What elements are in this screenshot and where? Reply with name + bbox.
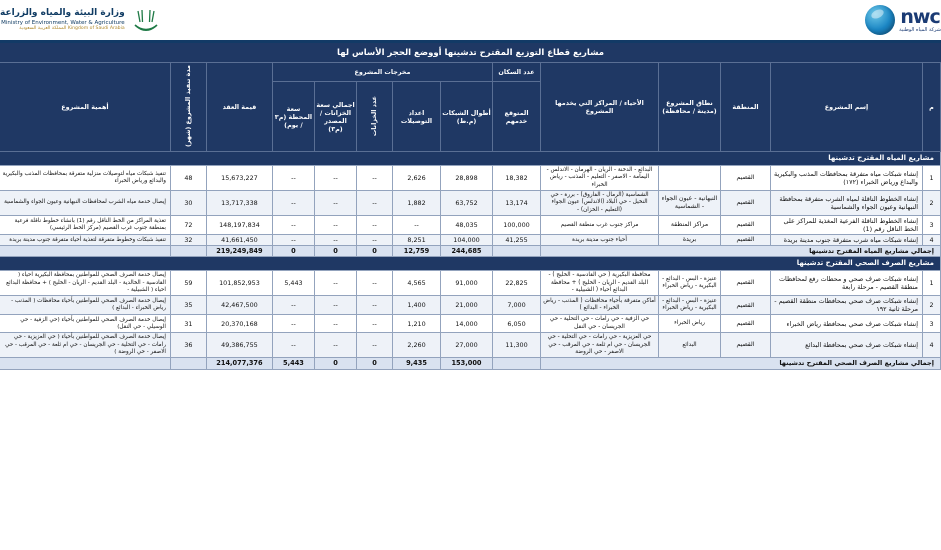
cell-pump-capacity: -- xyxy=(272,235,314,246)
section-total-water xyxy=(0,246,941,257)
cell-no: 1 xyxy=(923,165,941,190)
cell-neighborhoods: أحياء جنوب مدينة بريدة xyxy=(541,235,659,246)
cell-duration: 35 xyxy=(170,296,206,315)
th-connections: اعداد التوصيلات xyxy=(393,82,441,152)
cell-no: 1 xyxy=(923,271,941,296)
th-outputs-group: مخرجات المشروع xyxy=(272,63,492,82)
table-body xyxy=(0,152,941,370)
table-row xyxy=(0,271,941,296)
cell-project-name: إنشاء شبكات مياه متفرقة بمحافظات المذنب والبكيرية والبداع ورياض الخبراء (١٧٢) xyxy=(771,165,923,190)
cell-pump-capacity: -- xyxy=(272,333,314,358)
cell-neighborhoods: حي العزيزية - حي رامات - حي التحلية - حي الجريسان - حي ام ثلعة - حي المرقب - حي الاصفر - حي الروضة xyxy=(541,333,659,358)
cell-project-name: إنشاء شبكات صرف صحي بمحافظة البدائع xyxy=(771,333,923,358)
cell-region: القصيم xyxy=(721,333,771,358)
cell-contract-value: 41,661,450 xyxy=(206,235,272,246)
cell-region: القصيم xyxy=(721,165,771,190)
cell-duration: 31 xyxy=(170,315,206,333)
nwc-logo xyxy=(857,5,941,35)
cell-connections: 2,626 xyxy=(393,165,441,190)
cell-tank-capacity: -- xyxy=(315,296,357,315)
nwc-brand-text: nwc xyxy=(900,6,940,29)
nwc-brand-subtitle: شركة المياه الوطنية xyxy=(899,27,941,34)
cell-neighborhoods: البدائع - الدخنة - الريان - الهرمان - الاندلس - اليمامة - الاصفر - التعليم - المذنب - رياض الخبراء xyxy=(541,165,659,190)
cell-tank-capacity: -- xyxy=(315,333,357,358)
table-row xyxy=(0,235,941,246)
cell-neighborhoods: مراكز جنوب غرب منطقة القصيم xyxy=(541,216,659,235)
table-row xyxy=(0,216,941,235)
th-duration-text: مدة تنفيذ المشروع (شهر) xyxy=(183,65,192,148)
cell-location: مراكز المنطقة xyxy=(659,216,721,235)
cell-location: رياض الخبراء xyxy=(659,315,721,333)
nwc-wordmark xyxy=(899,6,941,34)
cell-pop-expected: 100,000 xyxy=(493,216,541,235)
cell-tanks: -- xyxy=(357,315,393,333)
ministry-name-ar: وزارة البيئة والمياه والزراعة xyxy=(0,8,125,19)
th-no: م xyxy=(923,63,941,152)
cell-connections: -- xyxy=(393,216,441,235)
cell-region: القصيم xyxy=(721,315,771,333)
cell-neighborhoods: الشماسية (الرمال - الفاروق) - بررة - حي النخيل - حي البلاد (الاندلس) عيون الجواء (التعليم - الخزان) - xyxy=(541,190,659,215)
cell-networks: 27,000 xyxy=(441,333,493,358)
cell-tank-capacity: -- xyxy=(315,216,357,235)
section-title-water: مشاريع المياه المقترح تدشينها xyxy=(0,152,941,166)
cell-tanks: -- xyxy=(357,235,393,246)
total-duration xyxy=(170,358,206,369)
cell-location: البدائع xyxy=(659,333,721,358)
total-duration xyxy=(170,246,206,257)
cell-no: 2 xyxy=(923,296,941,315)
total-tank-capacity: 0 xyxy=(315,358,357,369)
total-pop-expected xyxy=(493,358,541,369)
cell-tanks: -- xyxy=(357,190,393,215)
cell-duration: 36 xyxy=(170,333,206,358)
cell-contract-value: 15,673,227 xyxy=(206,165,272,190)
table-row xyxy=(0,165,941,190)
table-row xyxy=(0,333,941,358)
cell-importance: إيصال خدمة الصرف الصحي للمواطنين بأحياء (حي الزفية - حي الوسيلي - حي النقل) xyxy=(0,315,170,333)
th-project-name: إسم المشروع xyxy=(771,63,923,152)
cell-location xyxy=(659,165,721,190)
total-networks: 153,000 xyxy=(441,358,493,369)
cell-neighborhoods: حي الزفية - حي رامات - حي التحلية - حي الجريسان - حي النقل xyxy=(541,315,659,333)
cell-project-name: إنشاء شبكات صرف صحي بمحافظة رياض الخبراء xyxy=(771,315,923,333)
cell-pop-expected: 22,825 xyxy=(493,271,541,296)
cell-project-name: إنشاء شبكات صرف صحي و محطات رفع لمحافظات منطقة القصيم - مرحلة رابعة xyxy=(771,271,923,296)
cell-pump-capacity: -- xyxy=(272,296,314,315)
cell-pump-capacity: -- xyxy=(272,165,314,190)
th-networks: أطوال الشبكات (م.ط) xyxy=(441,82,493,152)
cell-duration: 30 xyxy=(170,190,206,215)
total-importance xyxy=(0,358,170,369)
total-tanks: 0 xyxy=(357,246,393,257)
cell-connections: 8,251 xyxy=(393,235,441,246)
cell-networks: 14,000 xyxy=(441,315,493,333)
cell-duration: 48 xyxy=(170,165,206,190)
cell-connections: 1,210 xyxy=(393,315,441,333)
cell-tank-capacity: -- xyxy=(315,190,357,215)
cell-no: 3 xyxy=(923,315,941,333)
th-population-group: عدد السكان xyxy=(493,63,541,82)
total-connections: 9,435 xyxy=(393,358,441,369)
cell-connections: 1,400 xyxy=(393,296,441,315)
cell-project-name: إنشاء الخطوط الناقلة لمياه الشرب متفرقة بمحافظة النبهانية وعيون الجواء والشماسية xyxy=(771,190,923,215)
cell-region: القصيم xyxy=(721,296,771,315)
th-neighborhoods: الأحياء / المراكز التي يخدمها المشروع xyxy=(541,63,659,152)
cell-tank-capacity: -- xyxy=(315,235,357,246)
cell-importance: تنفيذ شبكات وخطوط متفرقة لتغذية أحياء متفرقة جنوب مدينة بريدة xyxy=(0,235,170,246)
cell-networks: 28,898 xyxy=(441,165,493,190)
cell-networks: 21,000 xyxy=(441,296,493,315)
cell-tank-capacity: -- xyxy=(315,165,357,190)
cell-region: القصيم xyxy=(721,216,771,235)
th-pop-expected: المتوقع خدمهم xyxy=(493,82,541,152)
cell-networks: 63,752 xyxy=(441,190,493,215)
cell-no: 4 xyxy=(923,333,941,358)
cell-pop-expected: 7,000 xyxy=(493,296,541,315)
th-region: المنطقة xyxy=(721,63,771,152)
cell-pump-capacity: -- xyxy=(272,190,314,215)
cell-no: 4 xyxy=(923,235,941,246)
total-networks: 244,685 xyxy=(441,246,493,257)
total-contract-value: 214,077,376 xyxy=(206,358,272,369)
cell-networks: 91,000 xyxy=(441,271,493,296)
th-contract-value: قيمة العقد xyxy=(206,63,272,152)
cell-contract-value: 49,386,755 xyxy=(206,333,272,358)
cell-duration: 59 xyxy=(170,271,206,296)
cell-project-name: إنشاء الخطوط الناقلة الفرعية المغذية للمراكز على الخط الناقل رقم (1) xyxy=(771,216,923,235)
cell-pop-expected: 11,300 xyxy=(493,333,541,358)
cell-pop-expected: 6,050 xyxy=(493,315,541,333)
cell-pump-capacity: -- xyxy=(272,315,314,333)
cell-importance: إيصال خدمة مياه الشرب لمحافظات النبهانية وعيون الجواء والشماسية xyxy=(0,190,170,215)
th-pump-capacity: سعة المحطة (م٣ / يوم) xyxy=(272,82,314,152)
cell-networks: 104,000 xyxy=(441,235,493,246)
cell-connections: 1,882 xyxy=(393,190,441,215)
ministry-logo xyxy=(0,5,169,35)
kingdom-name: Kingdom of Saudi Arabia المملكة العربية السعودية xyxy=(19,26,125,32)
page-title: مشاريع قطاع التوزيع المقترح تدشينها أووضع الحجر الأساس لها xyxy=(0,43,941,62)
cell-importance: إيصال خدمة الصرف الصحي للمواطنين بمحافظة البكيرية احياء ( القادسية - الخالدية - البلد القديم - الريان - الخليج ) + محافظة البدائع احياء ( الشبيلية - xyxy=(0,271,170,296)
cell-location: النبهانية - عيون الجواء - الشماسية xyxy=(659,190,721,215)
ministry-name-en: Ministry of Environment, Water & Agriculture xyxy=(1,19,125,26)
cell-pop-expected: 41,255 xyxy=(493,235,541,246)
cell-contract-value: 42,467,500 xyxy=(206,296,272,315)
cell-no: 3 xyxy=(923,216,941,235)
cell-importance: تغذية المراكز من الخط الناقل رقم (1) بانشاء خطوط ناقلة فرعية بمنطقة جنوب غرب القصيم (مركز الخط الرئيسي) xyxy=(0,216,170,235)
th-duration xyxy=(170,63,206,152)
table-head xyxy=(0,63,941,152)
cell-region: القصيم xyxy=(721,235,771,246)
total-pump-capacity: 5,443 xyxy=(272,358,314,369)
cell-tanks: -- xyxy=(357,333,393,358)
section-total-sewage xyxy=(0,358,941,369)
th-location: نطاق المشروع (مدينة / محافظة) xyxy=(659,63,721,152)
total-pop-expected xyxy=(493,246,541,257)
section-title-sewage: مشاريع الصرف الصحي المقترح تدشينها xyxy=(0,257,941,271)
total-tank-capacity: 0 xyxy=(315,246,357,257)
cell-pop-expected: 13,174 xyxy=(493,190,541,215)
water-drop-icon xyxy=(865,5,895,35)
cell-contract-value: 148,197,834 xyxy=(206,216,272,235)
cell-pump-capacity: 5,443 xyxy=(272,271,314,296)
total-connections: 12,759 xyxy=(393,246,441,257)
cell-tanks: -- xyxy=(357,216,393,235)
table-head-row-1 xyxy=(0,63,941,82)
cell-project-name: إنشاء شبكات صرف صحي بمحافظات منطقة القصيم - مرحلة ثانية ١٩٢ xyxy=(771,296,923,315)
cell-tanks: -- xyxy=(357,271,393,296)
table-row xyxy=(0,315,941,333)
cell-contract-value: 13,717,338 xyxy=(206,190,272,215)
total-contract-value: 219,249,849 xyxy=(206,246,272,257)
cell-importance: إيصال خدمة الصرف الصحي للمواطنين بأحياء محافظات ( المذنب - رياض الخبراء - البدائع ) xyxy=(0,296,170,315)
cell-networks: 48,035 xyxy=(441,216,493,235)
document-header xyxy=(0,0,941,43)
cell-pop-expected: 18,382 xyxy=(493,165,541,190)
cell-contract-value: 101,852,953 xyxy=(206,271,272,296)
cell-location: عنيزة - البس - البدائع - البكيرية - رياض الخبراء xyxy=(659,271,721,296)
cell-location: بريدة xyxy=(659,235,721,246)
cell-neighborhoods: أماكن متفرقة بأحياء محافظات ( المذنب - رياض الخبراء - البدائع ) xyxy=(541,296,659,315)
table-row xyxy=(0,296,941,315)
cell-connections: 2,260 xyxy=(393,333,441,358)
cell-importance: إيصال خدمة الصرف الصحي للمواطنين بأحياء ( حي العزيزية - حي رامات - حي التحلية - حي الجريسان - حي ام ثلعة - حي المرقب - حي الاصفر - حي الروضة ) xyxy=(0,333,170,358)
section-header-water xyxy=(0,152,941,166)
cell-tanks: -- xyxy=(357,296,393,315)
table-row xyxy=(0,190,941,215)
cell-tank-capacity: -- xyxy=(315,271,357,296)
total-importance xyxy=(0,246,170,257)
th-tank-capacity: اجمالي سعة الخزانات / المصدر (م٣) xyxy=(315,82,357,152)
cell-tank-capacity: -- xyxy=(315,315,357,333)
cell-region: القصيم xyxy=(721,271,771,296)
cell-neighborhoods: محافظة البكيرية ( حي القادسية - الخليج ) - البلد القديم - الريان - الخليج ) + محافظة البدائع احياء ( الشبيلية - xyxy=(541,271,659,296)
projects-table xyxy=(0,62,941,370)
cell-importance: تنفيذ شبكات مياه لتوصيلات منزلية متفرقة بمحافظات المذنب والبكيرية والبدائع ورياض الخبراء xyxy=(0,165,170,190)
cell-region: القصيم xyxy=(721,190,771,215)
cell-no: 2 xyxy=(923,190,941,215)
cell-location: عنيزة - البس - البدائع - البكيرية - رياض الخبراء xyxy=(659,296,721,315)
section-header-sewage xyxy=(0,257,941,271)
th-importance: أهمية المشروع xyxy=(0,63,170,152)
cell-contract-value: 20,370,168 xyxy=(206,315,272,333)
cell-pump-capacity: -- xyxy=(272,216,314,235)
th-tanks-text: عدد الخزانات xyxy=(369,95,378,136)
total-label: إجمالي مشاريع الصرف الصحي المقترح تدشينها xyxy=(541,358,941,369)
total-pump-capacity: 0 xyxy=(272,246,314,257)
ksa-emblem-icon xyxy=(131,5,161,35)
cell-duration: 72 xyxy=(170,216,206,235)
total-tanks: 0 xyxy=(357,358,393,369)
cell-project-name: إنشاء شبكات مياه شرب متفرقة جنوب مدينة بريدة xyxy=(771,235,923,246)
th-tanks xyxy=(357,82,393,152)
cell-duration: 32 xyxy=(170,235,206,246)
cell-connections: 4,565 xyxy=(393,271,441,296)
cell-tanks: -- xyxy=(357,165,393,190)
total-label: إجمالي مشاريع المياه المقترح تدشينها xyxy=(541,246,941,257)
